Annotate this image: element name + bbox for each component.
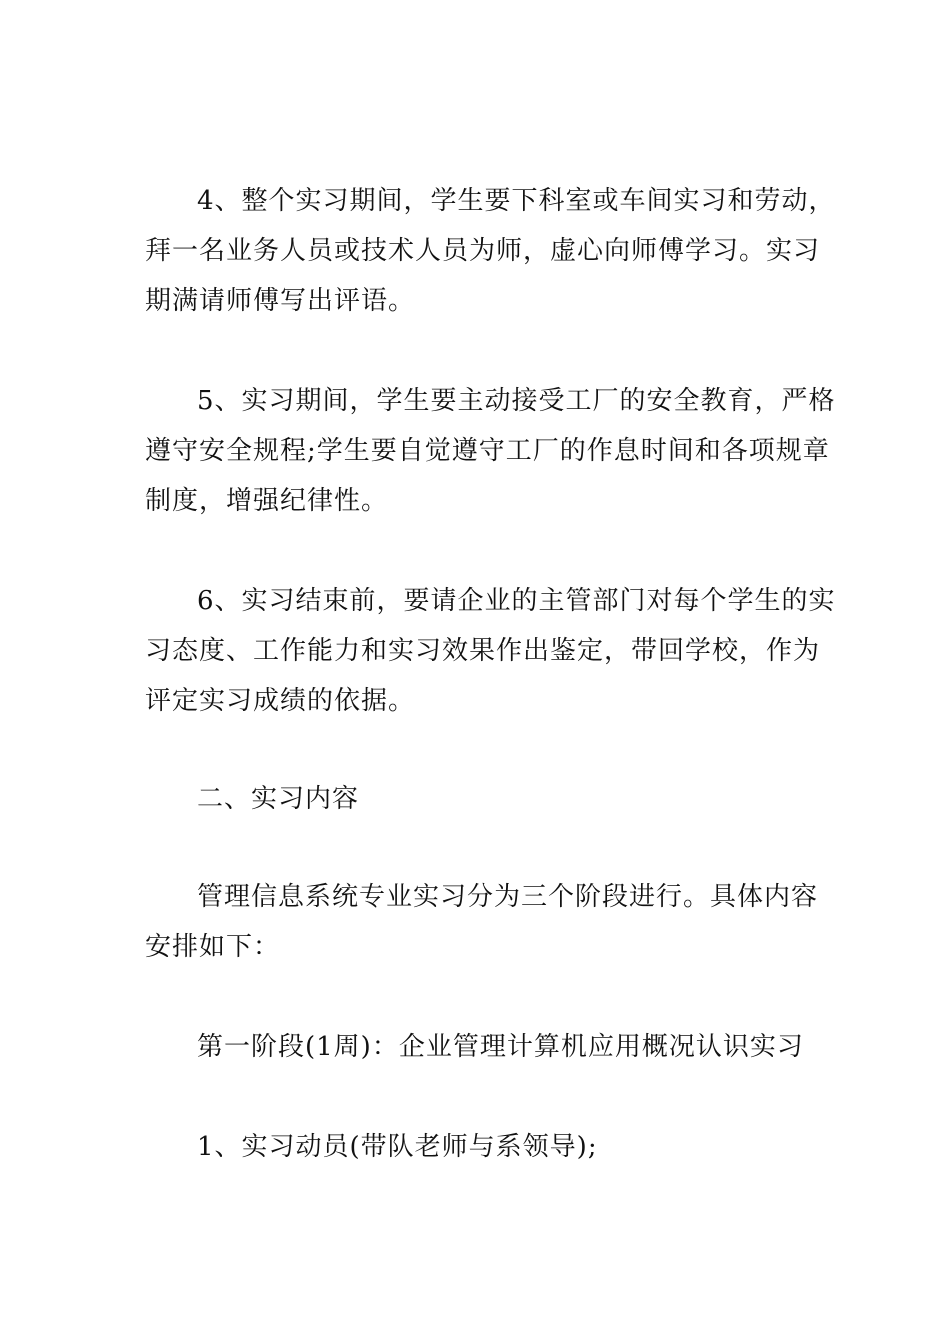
paragraph-line: 管理信息系统专业实习分为三个阶段进行。具体内容	[197, 882, 819, 912]
paragraph-line: 1、实习动员(带队老师与系领导);	[197, 1132, 598, 1162]
paragraph-line: 第一阶段(1周)：企业管理计算机应用概况认识实习	[197, 1032, 804, 1062]
paragraph-line: 遵守安全规程;学生要自觉遵守工厂的作息时间和各项规章	[145, 436, 830, 466]
paragraph-item-1	[145, 1122, 815, 1172]
paragraph-line: 习态度、工作能力和实习效果作出鉴定，带回学校，作为	[145, 636, 821, 666]
paragraph-intro	[145, 872, 819, 972]
paragraph-line: 评定实习成绩的依据。	[145, 686, 416, 716]
heading-line: 二、实习内容	[197, 784, 360, 814]
paragraph-line: 6、实习结束前，要请企业的主管部门对每个学生的实	[197, 586, 836, 616]
paragraph-line: 4、整个实习期间，学生要下科室或车间实习和劳动，	[197, 186, 836, 216]
paragraph-line: 安排如下：	[145, 932, 281, 962]
paragraph-item-6	[145, 576, 836, 726]
paragraph-stage-one	[145, 1022, 815, 1072]
section-heading-content	[145, 774, 815, 824]
paragraph-line: 拜一名业务人员或技术人员为师，虚心向师傅学习。实习	[145, 236, 821, 266]
paragraph-line: 期满请师傅写出评语。	[145, 286, 416, 316]
paragraph-item-5	[145, 376, 836, 526]
paragraph-line: 5、实习期间，学生要主动接受工厂的安全教育，严格	[197, 386, 836, 416]
paragraph-item-4	[145, 176, 836, 326]
paragraph-line: 制度，增强纪律性。	[145, 486, 389, 516]
